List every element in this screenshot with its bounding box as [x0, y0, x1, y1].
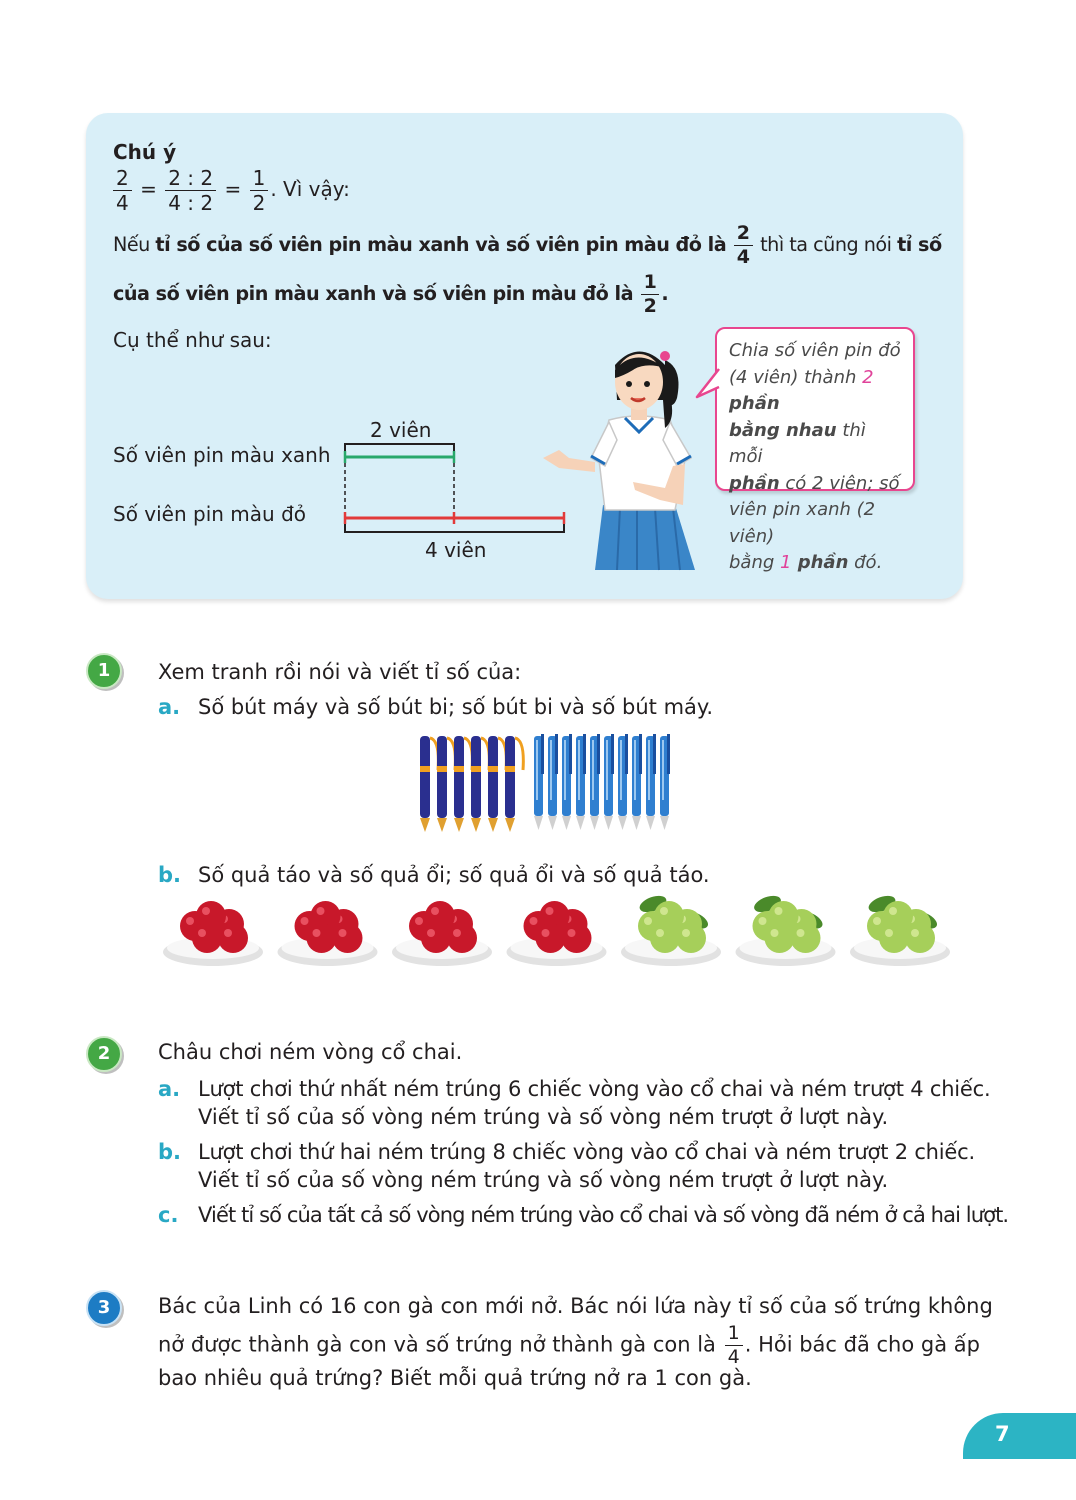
fraction-1-2: $\frac{1}{2}$	[250, 168, 269, 213]
two-units-label: 2 viên	[370, 418, 432, 442]
exercise-1b-text: Số quả táo và số quả ổi; số quả ổi và số quả táo.	[198, 863, 710, 887]
fraction-2-4: $\frac{2}{4}$	[113, 168, 132, 213]
note-equation: $\frac{2}{4}$ = $\frac{2 : 2}{4 : 2}$ = $\frac{1}{2}$ . Vì vậy:	[111, 168, 350, 213]
exercise-2c-label: c.	[158, 1203, 179, 1227]
exercise-1a-label: a.	[158, 695, 181, 719]
fountain-pen	[454, 736, 472, 832]
exercise-1-title: Xem tranh rồi nói và viết tỉ số của:	[158, 660, 522, 684]
speech-bubble: Chia số viên pin đỏ (4 viên) thành 2 phần bằng nhau thì mỗi phần có 2 viên; số viên pin xanh (2 viên) bằng 1 phần đó.	[715, 327, 915, 491]
fountain-pen	[488, 736, 506, 832]
fountain-pen	[471, 736, 489, 832]
note-line-1: Nếu tỉ số của số viên pin màu xanh và số viên pin màu đỏ là $\frac{2}{4}$ thì ta cũng nói tỉ số	[113, 222, 942, 268]
exercise-2c-line1: Viết tỉ số của tất cả số vòng ném trúng vào cổ chai và số vòng đã ném ở cả hai lượt.	[198, 1203, 1009, 1227]
apple-plate	[392, 901, 492, 966]
apple-plate	[278, 901, 378, 966]
pointing-arm	[543, 450, 595, 472]
fraction-1-4: $\frac{1}{4}$	[725, 1324, 743, 1367]
fraction-2-4-bold: $\frac{2}{4}$	[734, 224, 753, 267]
exercise-3-line1: Bác của Linh có 16 con gà con mới nở. Bác nói lứa này tỉ số của số trứng không	[158, 1294, 993, 1318]
guava-plate	[736, 893, 836, 966]
page-number-tab	[963, 1413, 1076, 1459]
exercise-3-line2: nở được thành gà con và số trứng nở thành gà con là $\frac{1}{4}$ . Hỏi bác đã cho gà ấp	[158, 1322, 980, 1368]
fountain-pen	[420, 736, 438, 832]
guava-plate	[621, 893, 721, 966]
apple-plate	[163, 901, 263, 966]
ballpoint-pen	[618, 734, 628, 830]
exercise-3-badge: 3	[86, 1290, 122, 1326]
ballpoint-pen	[562, 734, 572, 830]
ballpoint-pen	[646, 734, 656, 830]
red-pins-label: Số viên pin màu đỏ	[113, 502, 307, 526]
pens-illustration	[410, 730, 710, 840]
ballpoint-pen	[590, 734, 600, 830]
guava-plate	[850, 893, 950, 966]
ballpoint-pen	[604, 734, 614, 830]
exercise-2-badge: 2	[86, 1036, 122, 1072]
exercise-2a-line1: Lượt chơi thứ nhất ném trúng 6 chiếc vòng vào cổ chai và ném trượt 4 chiếc.	[198, 1077, 991, 1101]
page-number: 7	[995, 1422, 1010, 1446]
blue-pins-label: Số viên pin màu xanh	[113, 443, 331, 467]
exercise-2a-line2: Viết tỉ số của số vòng ném trúng và số vòng ném trượt ở lượt này.	[198, 1105, 889, 1129]
ballpoint-pen	[576, 734, 586, 830]
hair-bow	[660, 351, 670, 361]
ballpoint-pen	[548, 734, 558, 830]
fountain-pen	[437, 736, 455, 832]
fountain-pen	[505, 736, 523, 832]
top-brace	[345, 444, 454, 452]
ballpoint-pen	[534, 734, 544, 830]
exercise-1b-label: b.	[158, 863, 182, 887]
exercise-3-line3: bao nhiêu quả trứng? Biết mỗi quả trứng nở ra 1 con gà.	[158, 1366, 752, 1390]
skirt	[595, 505, 695, 570]
fraction-1-2-bold: $\frac{1}{2}$	[641, 273, 660, 316]
exercise-1-badge: 1	[86, 653, 122, 689]
apple-plate	[507, 901, 607, 966]
ballpoint-pen	[632, 734, 642, 830]
exercise-2a-label: a.	[158, 1077, 181, 1101]
ballpoint-pen	[660, 734, 670, 830]
four-units-label: 4 viên	[425, 538, 487, 562]
fraction-2div2-4div2: $\frac{2 : 2}{4 : 2}$	[165, 168, 216, 213]
note-line-2: của số viên pin màu xanh và số viên pin màu đỏ là $\frac{1}{2}$ .	[113, 271, 669, 317]
speech-tail	[695, 367, 721, 401]
note-heading: Chú ý	[113, 140, 177, 164]
exercise-2b-line1: Lượt chơi thứ hai ném trúng 8 chiếc vòng vào cổ chai và ném trượt 2 chiếc.	[198, 1140, 975, 1164]
girl-illustration	[525, 340, 705, 575]
specific-label: Cụ thể như sau:	[113, 328, 272, 352]
exercise-2b-line2: Viết tỉ số của số vòng ném trúng và số vòng ném trượt ở lượt này.	[198, 1168, 889, 1192]
fruit-plates-illustration	[158, 890, 958, 980]
exercise-2-title: Châu chơi ném vòng cổ chai.	[158, 1040, 463, 1064]
exercise-1a-text: Số bút máy và số bút bi; số bút bi và số bút máy.	[198, 695, 714, 719]
exercise-2b-label: b.	[158, 1140, 182, 1164]
